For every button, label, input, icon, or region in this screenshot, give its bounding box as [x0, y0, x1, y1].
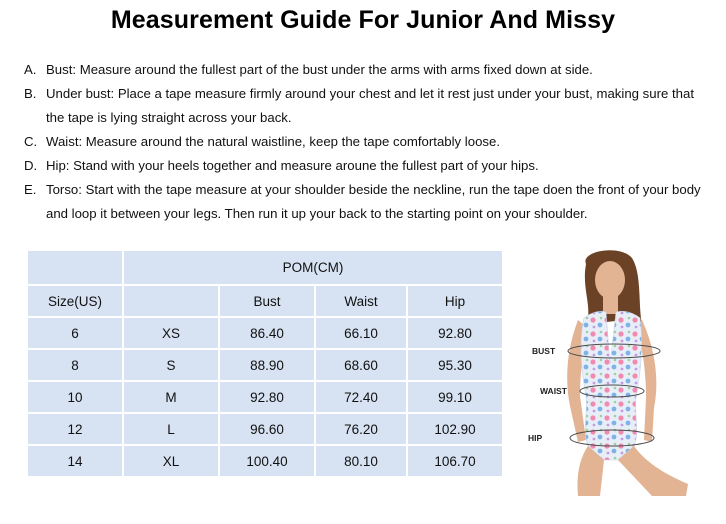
guide-letter: D. [24, 158, 38, 173]
size-us-cell: 8 [27, 349, 123, 381]
table-group-header-row [27, 250, 503, 285]
neck-shape [603, 296, 618, 314]
guide-text: Hip: Stand with your heels together and measure aroune the fullest part of your hips. [46, 158, 539, 173]
bust-cell: 96.60 [219, 413, 315, 445]
measurement-guide [24, 58, 714, 226]
size-letter-cell: S [123, 349, 219, 381]
pom-cm-header: POM(CM) [123, 250, 503, 285]
size-letter-header [123, 285, 219, 317]
table-row [27, 317, 503, 349]
size-letter-cell: M [123, 381, 219, 413]
bust-cell: 88.90 [219, 349, 315, 381]
guide-text: Under bust: Place a tape measure firmly around your chest and let it rest just under your bust, making sure that the tape is lying straight across your back. [46, 86, 694, 125]
hip-cell: 106.70 [407, 445, 503, 477]
guide-letter: B. [24, 86, 37, 101]
waist-header: Waist [315, 285, 407, 317]
size-letter-cell: XS [123, 317, 219, 349]
guide-text: Bust: Measure around the fullest part of the bust under the arms with arms fixed down at side. [46, 62, 593, 77]
bust-header: Bust [219, 285, 315, 317]
size-chart-table [26, 249, 504, 478]
hip-cell: 92.80 [407, 317, 503, 349]
table-header-row [27, 285, 503, 317]
hip-cell: 99.10 [407, 381, 503, 413]
table-row [27, 381, 503, 413]
swimsuit-shape [581, 311, 642, 460]
size-us-cell: 10 [27, 381, 123, 413]
page-title: Measurement Guide For Junior And Missy [110, 6, 616, 34]
hip-label: HIP [528, 433, 543, 443]
hip-cell: 102.90 [407, 413, 503, 445]
guide-item-torso [24, 178, 714, 226]
table-row [27, 349, 503, 381]
face-shape [595, 261, 625, 299]
waist-cell: 80.10 [315, 445, 407, 477]
hip-cell: 95.30 [407, 349, 503, 381]
waist-cell: 72.40 [315, 381, 407, 413]
bust-cell: 86.40 [219, 317, 315, 349]
right-leg-shape [618, 446, 688, 496]
model-illustration [520, 246, 710, 496]
size-letter-cell: L [123, 413, 219, 445]
size-us-cell: 6 [27, 317, 123, 349]
guide-letter: C. [24, 134, 38, 149]
size-letter-cell: XL [123, 445, 219, 477]
table-row [27, 413, 503, 445]
size-us-cell: 12 [27, 413, 123, 445]
table-row [27, 445, 503, 477]
guide-item-under-bust [24, 82, 714, 130]
waist-cell: 66.10 [315, 317, 407, 349]
waist-cell: 76.20 [315, 413, 407, 445]
guide-item-bust [24, 58, 714, 82]
bust-cell: 100.40 [219, 445, 315, 477]
waist-label: WAIST [540, 386, 567, 396]
table-header-empty [27, 250, 123, 285]
guide-item-waist [24, 130, 714, 154]
size-us-cell: 14 [27, 445, 123, 477]
guide-text: Torso: Start with the tape measure at your shoulder beside the neckline, run the tape doen the front of your body and loop it between your legs. Then run it up your back to the starting point on your shoulder. [46, 182, 701, 221]
bust-label: BUST [532, 346, 556, 356]
model-figure [520, 246, 710, 496]
guide-text: Waist: Measure around the natural waistline, keep the tape comfortably loose. [46, 134, 500, 149]
guide-item-hip [24, 154, 714, 178]
guide-letter: E. [24, 182, 37, 197]
hip-header: Hip [407, 285, 503, 317]
guide-letter: A. [24, 62, 37, 77]
bust-cell: 92.80 [219, 381, 315, 413]
waist-cell: 68.60 [315, 349, 407, 381]
size-us-header: Size(US) [27, 285, 123, 317]
